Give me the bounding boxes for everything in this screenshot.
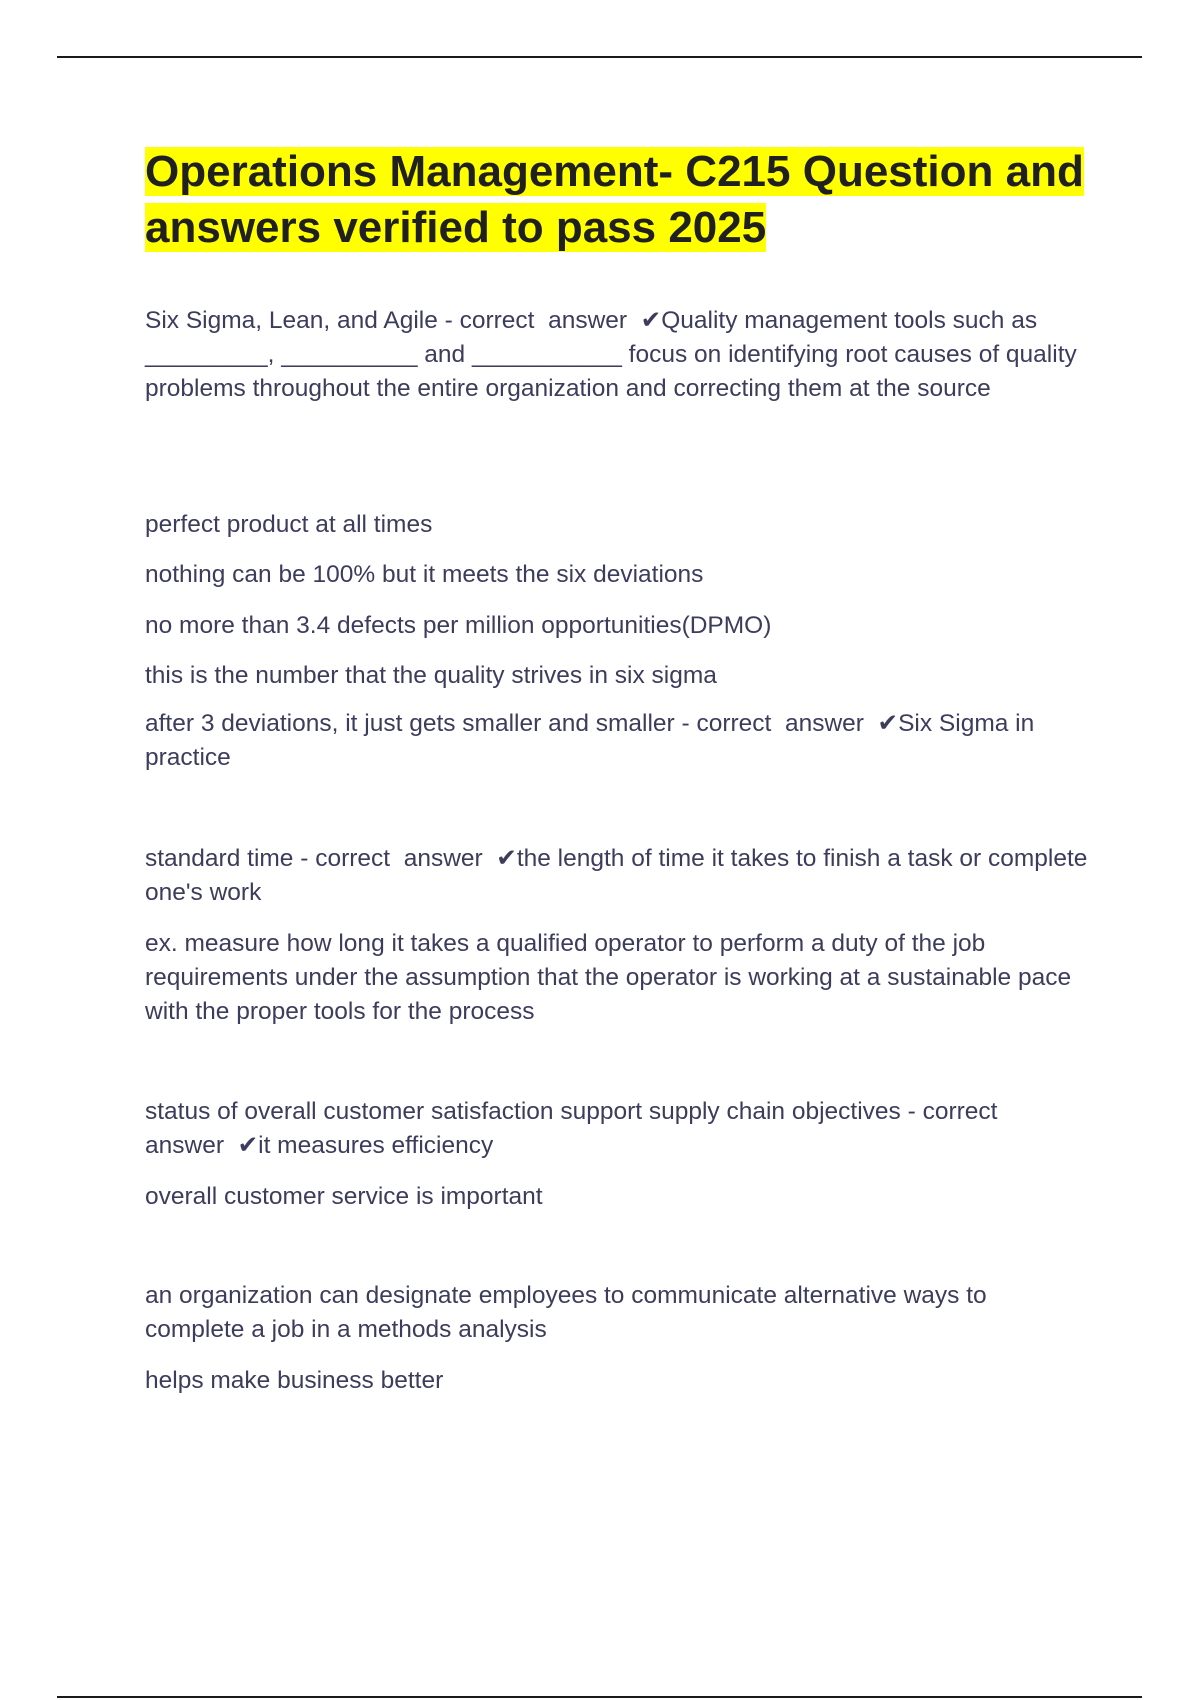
qa-paragraph-six-sigma-practice: after 3 deviations, it just gets smaller and smaller - correct answer ✔Six Sigma in practice [145, 710, 1042, 771]
note-paragraph: an organization can designate employees to communicate alternative ways to complete a job in a methods analysis [145, 1282, 994, 1343]
qa-paragraph-standard-time: standard time - correct answer ✔the length of time it takes to finish a task or complete one's work [145, 845, 1095, 906]
bottom-rule [57, 1696, 1142, 1698]
qa-paragraph-customer-satisfaction: status of overall customer satisfaction support supply chain objectives - correct answer ✔it measures efficiency [145, 1098, 1012, 1159]
note-paragraph: helps make business better [145, 1367, 444, 1394]
note-paragraph: ex. measure how long it takes a qualified operator to perform a duty of the job requirements under the assumption that the operator is working at a sustainable pace with the proper tools for the process [145, 930, 1078, 1025]
document-title [145, 144, 1085, 256]
note-paragraph: overall customer service is important [145, 1183, 543, 1210]
note-paragraph: no more than 3.4 defects per million opportunities(DPMO) [145, 612, 772, 639]
note-paragraph: this is the number that the quality strives in six sigma [145, 662, 717, 689]
qa-paragraph-six-sigma: Six Sigma, Lean, and Agile - correct answer ✔Quality management tools such as _________, __________ and ___________ focus on identifying root causes of quality problems throughout the entire organization and correcting them at the source [145, 307, 1084, 402]
title-highlight: Operations Management- C215 Question and answers verified to pass 2025 [145, 147, 1084, 252]
note-paragraph: nothing can be 100% but it meets the six deviations [145, 561, 704, 588]
top-rule [57, 56, 1142, 58]
note-paragraph: perfect product at all times [145, 511, 433, 538]
